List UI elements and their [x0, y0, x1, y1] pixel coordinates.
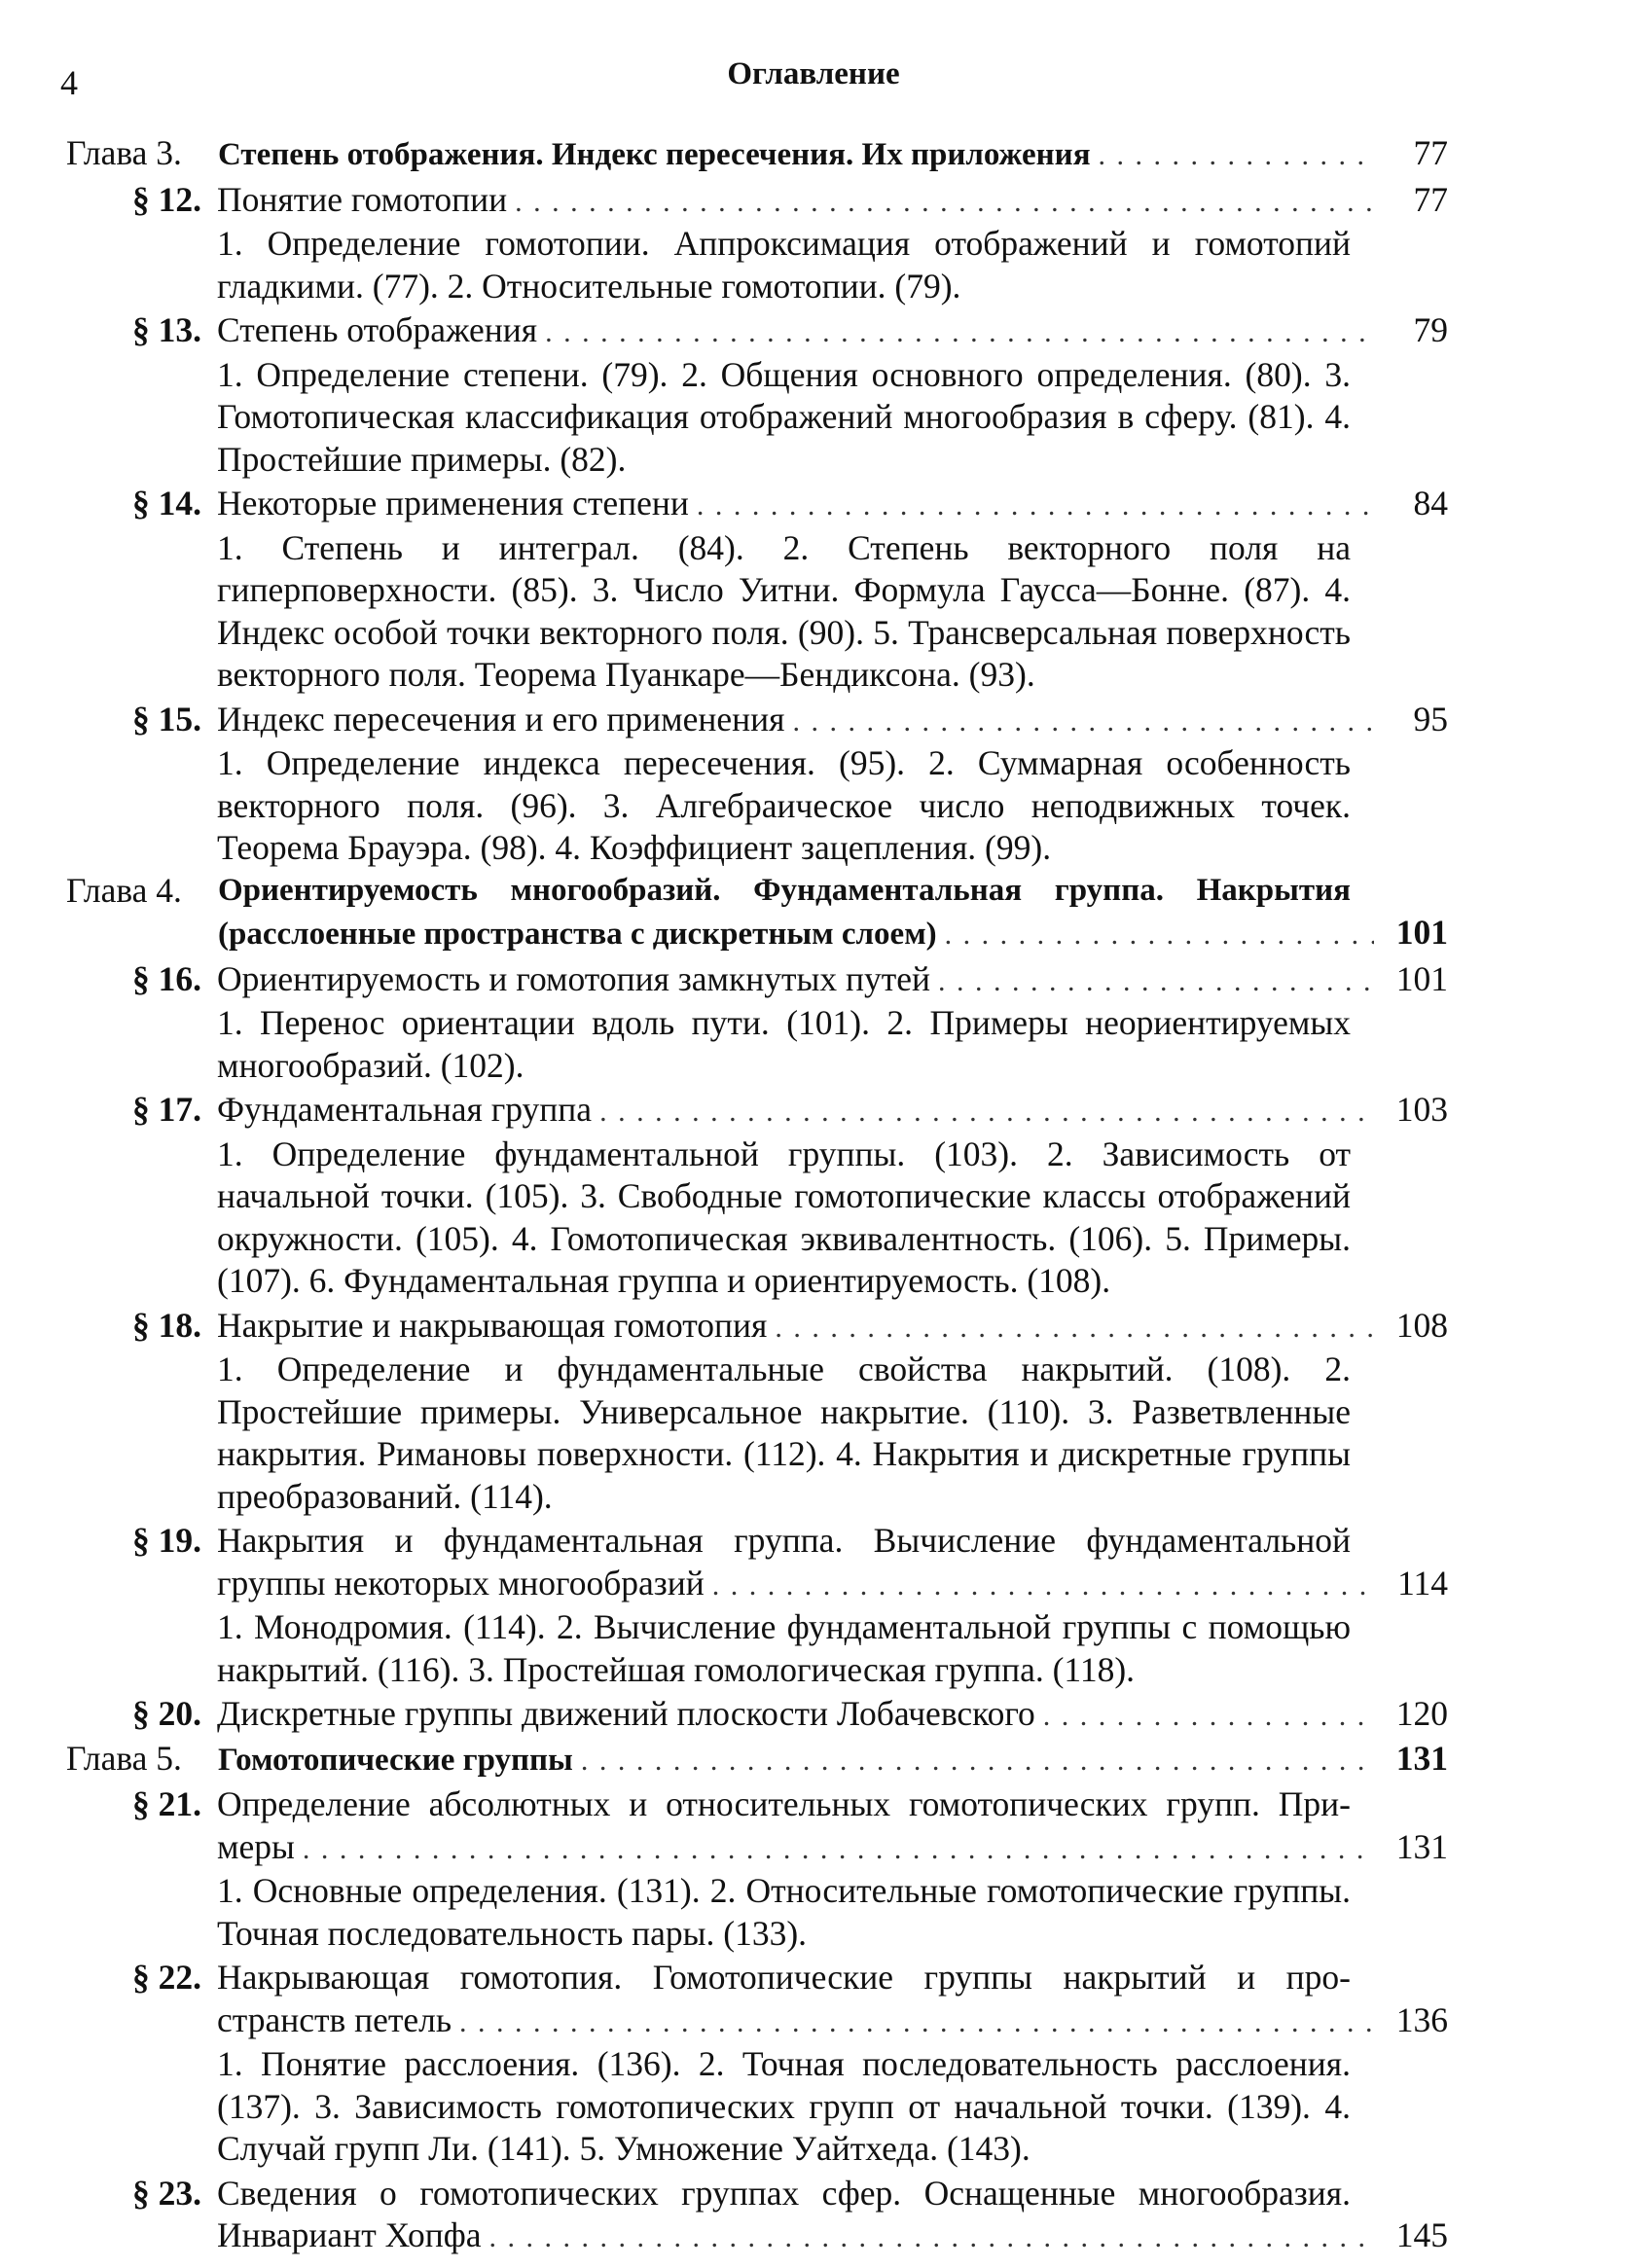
dot-leader	[697, 485, 1374, 527]
section-label: § 16.	[132, 958, 201, 998]
entry-title-with-page	[217, 2214, 1448, 2259]
dot-leader	[599, 1091, 1374, 1134]
toc-section	[66, 1089, 1448, 1303]
entry-title-line: Накрывающая гомотопия. Гомотопические группы накрытий и про-	[217, 1958, 1351, 1997]
subsection-list: 1. Перенос ориентации вдоль пути. (101). 2. Примеры неориентируемых многообразий. (102).	[217, 1003, 1351, 1085]
page-ref: 77	[1413, 179, 1448, 219]
dot-leader	[545, 311, 1374, 354]
page-ref: 79	[1413, 310, 1448, 349]
subsection-list: 1. Понятие расслоения. (136). 2. Точная последовательность расслоения. (137). 3. Зависимость гомотопических групп от начальной точки. (139). 4. Случай групп Ли. (141). 5. Умножение Уайтхеда. (143).	[217, 2044, 1351, 2168]
toc-section	[66, 1957, 1448, 2171]
section-label: § 22.	[132, 1958, 201, 1997]
entry-title-with-page	[218, 132, 1448, 177]
toc-chapter	[66, 1738, 1448, 1782]
entry-title: Понятие гомотопии	[217, 179, 508, 219]
toc-section	[66, 1520, 1448, 1691]
entry-title: Дискретные группы движений плоскости Лобачевского	[217, 1694, 1035, 1733]
page-ref: 103	[1395, 1090, 1448, 1129]
section-label: § 17.	[132, 1090, 201, 1129]
section-label: § 21.	[132, 1784, 201, 1823]
dot-leader	[459, 2001, 1374, 2044]
entry-title-with-page	[217, 483, 1448, 527]
entry-title: Индекс пересечения и его применения	[217, 699, 785, 738]
section-label: § 15.	[132, 699, 201, 738]
subsection-list: 1. Основные определения. (131). 2. Относительные гомотопические группы. Точная последовательность пары. (133).	[217, 1871, 1351, 1953]
page-ref: 120	[1395, 1694, 1448, 1733]
dot-leader	[938, 960, 1374, 1003]
page-ref: 131	[1395, 1738, 1448, 1778]
entry-title-with-page	[217, 1693, 1448, 1738]
entry-title-line: Накрытия и фундаментальная группа. Вычисление фундаментальной	[217, 1521, 1351, 1560]
dot-leader	[775, 1307, 1374, 1350]
page-ref: 84	[1413, 484, 1448, 522]
page-ref: 131	[1395, 1826, 1448, 1866]
toc-section	[66, 179, 1448, 308]
toc-section	[66, 2173, 1448, 2259]
toc-section	[66, 483, 1448, 697]
page-ref: 108	[1395, 1305, 1448, 1345]
dot-leader	[1099, 134, 1374, 177]
entry-title-line: Ориентируемость многообразий. Фундаментальная группа. Накрытия	[218, 872, 1351, 908]
entry-title-with-page	[217, 1089, 1448, 1134]
entry-title: Инвариант Хопфа	[217, 2215, 482, 2254]
toc-section	[66, 699, 1448, 870]
entry-title-with-page	[218, 912, 1448, 956]
page-number: 4	[60, 63, 78, 102]
toc-chapter	[66, 132, 1448, 177]
dot-leader	[581, 1740, 1374, 1782]
page-ref: 77	[1413, 133, 1448, 172]
dot-leader	[712, 1565, 1374, 1607]
table-of-contents	[66, 132, 1448, 2259]
entry-title: странств петель	[217, 1999, 452, 2039]
subsection-list: 1. Монодромия. (114). 2. Вычисление фундаментальной группы с помощью накрытий. (116). 3. Простейшая гомологическая группа. (118).	[217, 1607, 1351, 1689]
page-ref: 95	[1413, 699, 1448, 738]
dot-leader	[1043, 1695, 1374, 1738]
section-label: § 23.	[132, 2173, 201, 2213]
dot-leader	[515, 181, 1374, 224]
section-label: § 19.	[132, 1521, 201, 1560]
toc-section	[66, 1693, 1448, 1738]
toc-section	[66, 1305, 1448, 1519]
dot-leader	[945, 914, 1374, 956]
entry-title: Фундаментальная группа	[217, 1090, 593, 1129]
entry-title: Накрытие и накрывающая гомотопия	[217, 1305, 768, 1345]
dot-leader	[489, 2216, 1375, 2259]
page-ref: 145	[1395, 2215, 1448, 2254]
dot-leader	[792, 701, 1374, 743]
entry-title-with-page	[217, 699, 1448, 743]
entry-title-with-page	[217, 1305, 1448, 1350]
entry-title: группы некоторых многообразий	[217, 1563, 705, 1602]
entry-title: (расслоенные пространства с дискретным слоем)	[218, 917, 937, 952]
subsection-list: 1. Определение гомотопии. Аппроксимация отображений и гомотопий гладкими. (77). 2. Относительные гомотопии. (79).	[217, 224, 1351, 306]
entry-title-with-page	[217, 1826, 1448, 1871]
entry-title-with-page	[217, 309, 1448, 354]
page-ref: 101	[1395, 913, 1448, 952]
section-label: § 18.	[132, 1305, 201, 1345]
entry-title-with-page	[218, 1738, 1448, 1782]
entry-title-with-page	[217, 1563, 1448, 1607]
entry-title: Гомотопические группы	[218, 1742, 573, 1778]
page-ref: 136	[1395, 1999, 1448, 2039]
subsection-list: 1. Определение индекса пересечения. (95). 2. Суммарная особенность векторного поля. (96). 3. Алгебраическое число неподвижных точек. Теорема Брауэра. (98). 4. Коэффициент зацепления. (99).	[217, 743, 1351, 867]
section-label: § 13.	[132, 310, 201, 349]
entry-title: Степень отображения. Индекс пересечения. Их приложения	[218, 137, 1091, 172]
entry-title: меры	[217, 1826, 295, 1866]
page-title: Оглавление	[727, 56, 900, 91]
section-label: § 14.	[132, 484, 201, 522]
toc-chapter	[66, 870, 1448, 956]
entry-title-with-page	[217, 1999, 1448, 2044]
chapter-label: Глава 4.	[66, 870, 182, 910]
chapter-label: Глава 5.	[66, 1738, 182, 1778]
subsection-list: 1. Определение степени. (79). 2. Общения основного определения. (80). 3. Гомотопическая классификация отображений многообразия в сферу. (81). 4. Простейшие примеры. (82).	[217, 354, 1351, 479]
entry-title-line: Определение абсолютных и относительных гомотопических групп. При-	[217, 1784, 1351, 1823]
entry-title-line: Сведения о гомотопических группах сфер. Оснащенные многообразия.	[217, 2173, 1351, 2213]
section-label: § 20.	[132, 1694, 201, 1733]
toc-section	[66, 958, 1448, 1088]
entry-title: Некоторые применения степени	[217, 484, 689, 522]
entry-title: Степень отображения	[217, 310, 538, 349]
subsection-list: 1. Степень и интеграл. (84). 2. Степень векторного поля на гиперповерхности. (85). 3. Число Уитни. Формула Гаусса—Бонне. (87). 4. Индекс особой точки векторного поля. (90). 5. Трансверсальная поверхность векторного поля. Теорема Пуанкаре—Бендиксона. (93).	[217, 527, 1351, 694]
toc-section	[66, 309, 1448, 481]
entry-title-with-page	[217, 179, 1448, 224]
page-ref: 101	[1395, 958, 1448, 998]
entry-title: Ориентируемость и гомотопия замкнутых путей	[217, 958, 931, 998]
chapter-label: Глава 3.	[66, 133, 182, 172]
dot-leader	[303, 1828, 1374, 1871]
page-ref: 114	[1397, 1563, 1448, 1602]
subsection-list: 1. Определение фундаментальной группы. (103). 2. Зависимость от начальной точки. (105). 3. Свободные гомотопические классы отображений окружности. (105). 4. Гомотопическая эквивалентность. (106). 5. Примеры. (107). 6. Фундаментальная группа и ориентируемость. (108).	[217, 1134, 1351, 1300]
section-label: § 12.	[132, 179, 201, 219]
toc-section	[66, 1783, 1448, 1955]
entry-title-with-page	[217, 958, 1448, 1003]
subsection-list: 1. Определение и фундаментальные свойства накрытий. (108). 2. Простейшие примеры. Универсальное накрытие. (110). 3. Разветвленные накрытия. Римановы поверхности. (112). 4. Накрытия и дискретные группы преобразований. (114).	[217, 1350, 1351, 1516]
